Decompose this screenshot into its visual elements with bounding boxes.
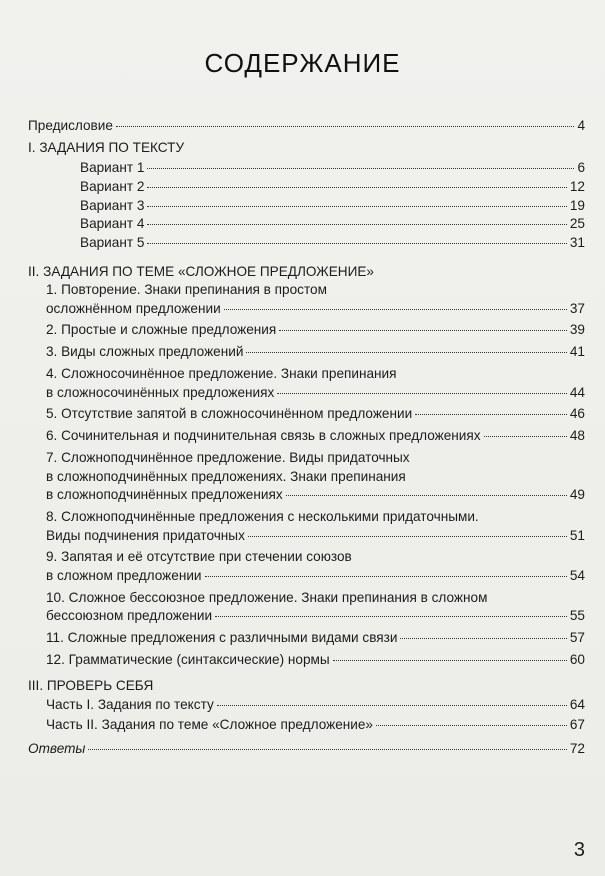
toc-entry-topic bbox=[46, 385, 585, 401]
toc-entry-preface bbox=[28, 118, 585, 134]
toc-entry-topic bbox=[46, 568, 585, 584]
toc-label: Вариант 1 bbox=[80, 160, 145, 175]
toc-page-number: 41 bbox=[569, 344, 585, 360]
toc-page-number: 72 bbox=[569, 741, 585, 756]
toc-page-number: 48 bbox=[569, 428, 585, 444]
toc-entry-topic bbox=[46, 344, 585, 360]
toc-entry-self-check bbox=[46, 717, 585, 733]
toc-entry-topic bbox=[46, 652, 585, 668]
toc-page-number: 39 bbox=[569, 322, 585, 338]
toc-leader-dots bbox=[147, 206, 566, 207]
toc-label: Ответы bbox=[28, 741, 86, 756]
toc-entry-topic bbox=[46, 630, 585, 646]
toc-entry-variant bbox=[80, 216, 585, 232]
toc-entry-topic bbox=[46, 608, 585, 624]
toc-entry-line: 4. Сложносочинённое предложение. Знаки препинания bbox=[46, 366, 397, 381]
page-title: СОДЕРЖАНИЕ bbox=[204, 48, 401, 78]
toc-entry-line: 7. Сложноподчинённое предложение. Виды придаточных bbox=[46, 450, 410, 465]
toc-page-number: 31 bbox=[569, 235, 585, 250]
toc-entry-line: 10. Сложное бессоюзное предложение. Знаки препинания в сложном bbox=[46, 589, 488, 605]
toc-page-number: 12 bbox=[569, 179, 585, 194]
toc-leader-dots bbox=[376, 725, 567, 726]
toc-leader-dots bbox=[333, 660, 567, 661]
toc-page-number: 54 bbox=[569, 568, 585, 583]
toc-entry-line: 9. Запятая и её отсутствие при стечении союзов bbox=[46, 549, 352, 565]
toc-label: Часть II. Задания по теме «Сложное предложение» bbox=[46, 717, 373, 732]
toc-entry-topic bbox=[46, 406, 585, 422]
toc-entry-variant bbox=[80, 235, 585, 251]
toc-label: осложнённом предложении bbox=[46, 300, 221, 316]
toc-leader-dots bbox=[286, 495, 567, 496]
toc-label: 3. Виды сложных предложений bbox=[46, 344, 244, 360]
toc-entry-topic bbox=[46, 301, 585, 317]
toc-entry-topic bbox=[46, 428, 585, 444]
toc-label: в сложном предложении bbox=[46, 568, 202, 583]
toc-leader-dots bbox=[277, 393, 567, 394]
toc-label: Виды подчинения придаточных bbox=[46, 527, 245, 543]
toc-page-number: 46 bbox=[569, 406, 585, 422]
toc-leader-dots bbox=[246, 352, 566, 353]
toc-page-number: 6 bbox=[577, 160, 585, 175]
toc-leader-dots bbox=[484, 436, 567, 437]
toc-entry-answers bbox=[28, 741, 585, 757]
toc-label: 2. Простые и сложные предложения bbox=[46, 322, 277, 338]
toc-leader-dots bbox=[88, 749, 566, 750]
toc-entry-line: 8. Сложноподчинённые предложения с несколькими придаточными. bbox=[46, 509, 479, 524]
toc-page-number: 25 bbox=[569, 216, 585, 231]
toc-label: Вариант 5 bbox=[80, 235, 145, 250]
toc-entry-variant bbox=[80, 179, 585, 195]
toc-entry-topic bbox=[46, 528, 585, 544]
toc-leader-dots bbox=[415, 414, 567, 415]
toc-leader-dots bbox=[205, 576, 567, 577]
section-heading-1: I. ЗАДАНИЯ ПО ТЕКСТУ bbox=[28, 140, 185, 155]
toc-label: 11. Сложные предложения с различными видами связи bbox=[46, 630, 398, 646]
section-heading-2: II. ЗАДАНИЯ ПО ТЕМЕ «СЛОЖНОЕ ПРЕДЛОЖЕНИЕ» bbox=[28, 264, 374, 279]
toc-entry-line: в сложноподчинённых предложениях. Знаки препинания bbox=[46, 468, 406, 484]
toc-label: Вариант 3 bbox=[80, 198, 145, 213]
toc-leader-dots bbox=[248, 536, 567, 537]
toc-page-number: 37 bbox=[569, 300, 585, 316]
toc-label: в сложноподчинённых предложениях bbox=[46, 487, 283, 503]
toc-entry-line: 1. Повторение. Знаки препинания в простом bbox=[46, 282, 327, 297]
toc-leader-dots bbox=[147, 168, 574, 169]
toc-label: 12. Грамматические (синтаксические) нормы bbox=[46, 652, 330, 667]
toc-leader-dots bbox=[400, 638, 566, 639]
toc-leader-dots bbox=[147, 243, 566, 244]
toc-entry-topic bbox=[46, 487, 585, 503]
toc-label: Вариант 2 bbox=[80, 179, 145, 194]
toc-entry-self-check bbox=[46, 697, 585, 713]
toc-label: бессоюзном предложении bbox=[46, 608, 213, 624]
toc-leader-dots bbox=[116, 126, 575, 127]
toc-page-number: 51 bbox=[569, 527, 585, 543]
section-heading-3: III. ПРОВЕРЬ СЕБЯ bbox=[28, 678, 154, 693]
toc-page-number: 64 bbox=[569, 697, 585, 712]
toc-page-number: 60 bbox=[569, 652, 585, 667]
toc-entry-variant bbox=[80, 160, 585, 176]
toc-page-number: 19 bbox=[569, 198, 585, 213]
toc-label: Вариант 4 bbox=[80, 216, 145, 231]
toc-leader-dots bbox=[279, 330, 567, 331]
toc-leader-dots bbox=[215, 616, 567, 617]
toc-entry-variant bbox=[80, 198, 585, 214]
toc-leader-dots bbox=[147, 187, 566, 188]
toc-page-number: 67 bbox=[569, 717, 585, 732]
page-number: 3 bbox=[573, 839, 585, 861]
toc-leader-dots bbox=[224, 309, 567, 310]
toc-page-number: 55 bbox=[569, 608, 585, 624]
toc-leader-dots bbox=[217, 705, 567, 706]
toc-page-number: 49 bbox=[569, 487, 585, 503]
toc-entry-topic bbox=[46, 322, 585, 338]
toc-page-number: 44 bbox=[569, 384, 585, 400]
toc-label: Часть I. Задания по тексту bbox=[46, 697, 214, 712]
toc-label: в сложносочинённых предложениях bbox=[46, 384, 275, 400]
toc-leader-dots bbox=[147, 224, 566, 225]
toc-page-number: 4 bbox=[577, 118, 585, 133]
toc-label: 6. Сочинительная и подчинительная связь в сложных предложениях bbox=[46, 428, 481, 444]
toc-label: 5. Отсутствие запятой в сложносочинённом предложении bbox=[46, 406, 413, 422]
toc-page-number: 57 bbox=[569, 630, 585, 646]
toc-label: Предисловие bbox=[28, 118, 113, 133]
